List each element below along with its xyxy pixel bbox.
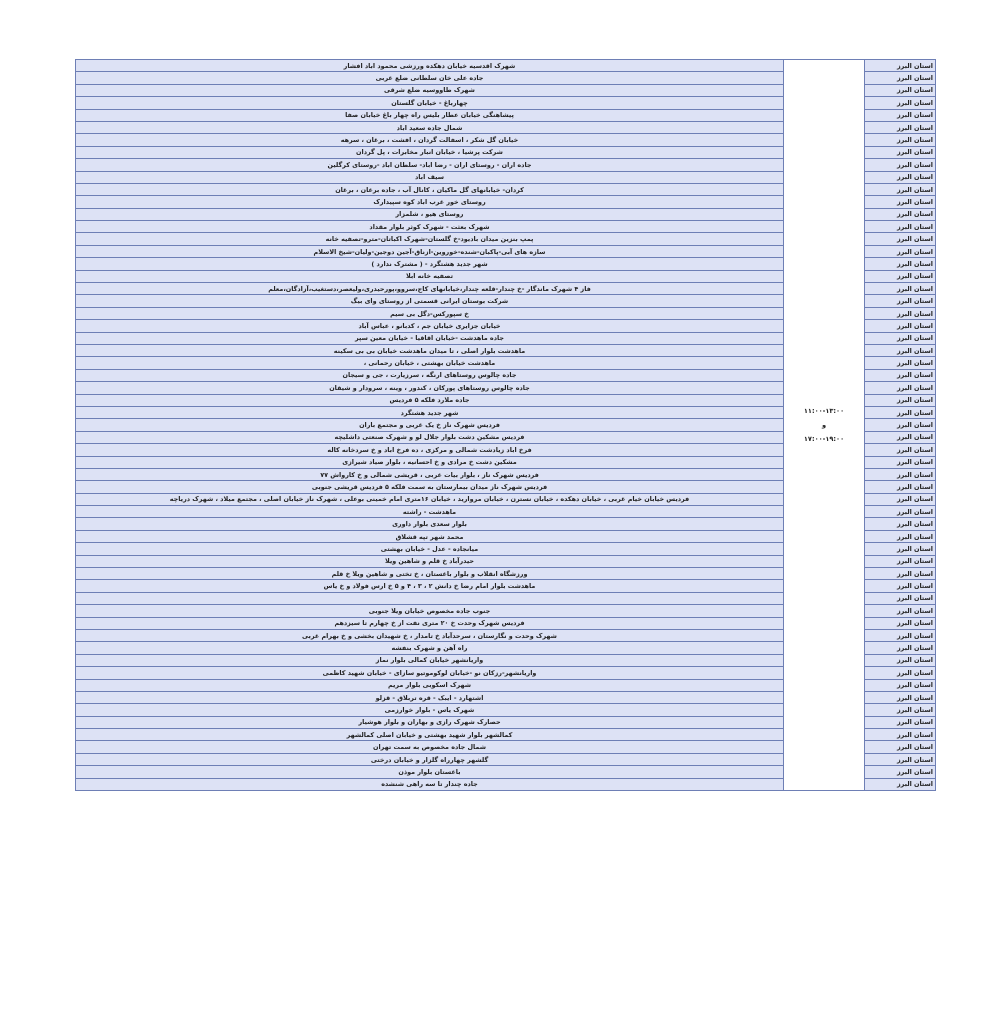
province-cell: استان البرز [865, 159, 936, 171]
address-cell: تصفیه خانه ابلا [76, 270, 784, 282]
address-cell: ماهدشت بلوار امام رضا خ دانش ۲ ، ۳ ، ۴ و ۵ خ ارس فولاد و خ یاس [76, 580, 784, 592]
address-cell: شمال جاده سعید اباد [76, 121, 784, 133]
province-cell: استان البرز [865, 320, 936, 332]
outage-schedule-table [75, 59, 936, 791]
province-cell: استان البرز [865, 444, 936, 456]
address-cell: شرکت پرشیا ، خیابان انبار مخابرات ، پل گردان [76, 146, 784, 158]
province-cell: استان البرز [865, 667, 936, 679]
address-cell: پیشاهنگی خیابان عطار بلیس راه چهار باغ خیابان صفا [76, 109, 784, 121]
province-cell: استان البرز [865, 183, 936, 195]
address-cell: پمپ بنزین میدان بادیود-خ گلستان-شهرک اکباتان-مترو-تصفیه خانه [76, 233, 784, 245]
address-cell: روستای هیو ، شلمزار [76, 208, 784, 220]
address-cell: کردان- خیابانهای گل ماکیان ، کانال آب ، جاده برغان ، برغان [76, 183, 784, 195]
address-cell: جاده ماهدشت -خیابان اقاقیا - خیابان معین سپر [76, 332, 784, 344]
province-cell: استان البرز [865, 208, 936, 220]
province-cell: استان البرز [865, 270, 936, 282]
province-cell: استان البرز [865, 431, 936, 443]
address-cell: شهر جدید هشتگرد - ( مشترک ندارد ) [76, 258, 784, 270]
province-cell: استان البرز [865, 778, 936, 790]
address-cell: راه آهن و شهرک بنفشه [76, 642, 784, 654]
address-cell: سیف اباد [76, 171, 784, 183]
address-cell: چهارباغ - خیابان گلستان [76, 97, 784, 109]
address-cell: شهرک اسکوبی بلوار مریم [76, 679, 784, 691]
province-cell: استان البرز [865, 332, 936, 344]
province-cell: استان البرز [865, 344, 936, 356]
province-cell: استان البرز [865, 146, 936, 158]
address-cell: جنوب جاده مخصوص خیابان ویلا جنوبی [76, 605, 784, 617]
province-cell: استان البرز [865, 580, 936, 592]
time-joiner: و [821, 421, 827, 430]
province-cell: استان البرز [865, 493, 936, 505]
province-cell: استان البرز [865, 60, 936, 72]
address-cell [76, 592, 784, 604]
province-cell: استان البرز [865, 233, 936, 245]
province-cell: استان البرز [865, 295, 936, 307]
province-cell: استان البرز [865, 506, 936, 518]
province-cell: استان البرز [865, 555, 936, 567]
time-range-2: ۱۷:۰۰-۱۹:۰۰ [803, 435, 845, 444]
address-cell: باغستان بلوار موذن [76, 766, 784, 778]
province-cell: استان البرز [865, 307, 936, 319]
address-cell: ماهدشت - راشته [76, 506, 784, 518]
province-cell: استان البرز [865, 592, 936, 604]
province-cell: استان البرز [865, 568, 936, 580]
address-cell: حیدرآباد خ قلم و شاهین ویلا [76, 555, 784, 567]
address-cell: جاده چندار تا سه راهی شنشده [76, 778, 784, 790]
province-cell: استان البرز [865, 629, 936, 641]
address-cell: سازه های آبی-پاکبان-شنده-خوروین-ازناق-آجین دوجین-ولیان-شیخ الاسلام [76, 245, 784, 257]
province-cell: استان البرز [865, 716, 936, 728]
address-cell: فردیس شهرک ناز ، بلوار بیات غربی ، قریشی شمالی و خ کارواش ۷۷ [76, 468, 784, 480]
address-cell: فردیس مشکین دشت بلوار جلال لو و شهرک صنعتی داشلیچه [76, 431, 784, 443]
address-cell: شهرک طاووسیه ضلع شرقی [76, 84, 784, 96]
province-cell: استان البرز [865, 357, 936, 369]
province-cell: استان البرز [865, 258, 936, 270]
time-range-1: ۱۱:۰۰-۱۳:۰۰ [803, 407, 845, 416]
province-cell: استان البرز [865, 679, 936, 691]
province-cell: استان البرز [865, 518, 936, 530]
province-cell: استان البرز [865, 369, 936, 381]
address-cell: واریانشهر خیابان کمالی بلوار نماز [76, 654, 784, 666]
province-cell: استان البرز [865, 654, 936, 666]
address-cell: فاز ۴ شهرک ماندگار -خ چندار-قلعه چندار،خیابانهای کاج،سروو،پورحیدری،ولیعصر،دستغیب،آزادگان،معلم [76, 283, 784, 295]
province-cell: استان البرز [865, 766, 936, 778]
address-cell: شمال جاده مخصوص به سمت تهران [76, 741, 784, 753]
address-cell: جاده اران - روستای اران - رضا اباد- سلطان اباد -روستای کرگلین [76, 159, 784, 171]
province-cell: استان البرز [865, 109, 936, 121]
address-cell: فردیس شهرک ناز میدان بیمارستان به سمت فلکه ۵ فردیس قریشی جنوبی [76, 481, 784, 493]
province-cell: استان البرز [865, 97, 936, 109]
address-cell: اشتهارد - ایبک - قره تربلاق - قزلو [76, 691, 784, 703]
address-cell: کمالشهر بلوار شهید بهشتی و خیابان اصلی کمالشهر [76, 729, 784, 741]
address-cell: ماهدشت خیابان بهشتی ، خیابان رحمانی ، [76, 357, 784, 369]
address-cell: واریانشهر-رزکان نو -خیابان لوکوموتیو سازای - خیابان شهید کاظمی [76, 667, 784, 679]
province-cell: استان البرز [865, 394, 936, 406]
outage-time-cell [784, 60, 865, 791]
address-cell: حصارک شهرک رازی و بهاران و بلوار هوشیار [76, 716, 784, 728]
address-cell: میانجاده - عدل - خیابان بهشتی [76, 543, 784, 555]
province-cell: استان البرز [865, 605, 936, 617]
address-cell: فردیس شهرک ناز خ یک غربی و مجتمع باران [76, 419, 784, 431]
address-cell: فرخ اباد زیادشت شمالی و مرکزی ، ده فرخ اباد و خ سردخانه کاله [76, 444, 784, 456]
address-cell: فردیس شهرک وحدت خ ۲۰ متری نفت از خ چهارم تا سیزدهم [76, 617, 784, 629]
province-cell: استان البرز [865, 221, 936, 233]
province-cell: استان البرز [865, 134, 936, 146]
province-cell: استان البرز [865, 171, 936, 183]
province-cell: استان البرز [865, 543, 936, 555]
address-cell: شهر جدید هشتگرد [76, 406, 784, 418]
address-cell: ماهدشت بلوار اصلی ، تا میدان ماهدشت خیابان بی بی سکینه [76, 344, 784, 356]
province-cell: استان البرز [865, 704, 936, 716]
province-cell: استان البرز [865, 642, 936, 654]
address-cell: جاده ملارد فلکه ۵ فردیس [76, 394, 784, 406]
province-cell: استان البرز [865, 741, 936, 753]
address-cell: روستای خور غرب اباد کوه سپیدارک [76, 196, 784, 208]
province-cell: استان البرز [865, 283, 936, 295]
table-body [76, 60, 936, 791]
province-cell: استان البرز [865, 456, 936, 468]
table-row [76, 60, 936, 72]
address-cell: خیابان جزایری خیابان جم ، کدبانو ، عباس آباد [76, 320, 784, 332]
province-cell: استان البرز [865, 481, 936, 493]
address-cell: مشکین دشت خ مرادی و خ احسانیه ، بلوار صیاد شیرازی [76, 456, 784, 468]
address-cell: شهرک یاس - بلوار خوارزمی [76, 704, 784, 716]
address-cell: محمد شهر تپه قشلاق [76, 530, 784, 542]
address-cell: شهرک وحدت و نگارستان ، سرحدآباد خ تامدار ، خ شهیدان بخشی و خ بهرام غربی [76, 629, 784, 641]
province-cell: استان البرز [865, 753, 936, 765]
address-cell: خ سپورکس-دگل بی سیم [76, 307, 784, 319]
address-cell: گلشهر چهارراه گلزار و خیابان درختی [76, 753, 784, 765]
province-cell: استان البرز [865, 468, 936, 480]
address-cell: جاده چالوس روستاهای ارنگه ، سرزیارت ، جی و سیجان [76, 369, 784, 381]
address-cell: جاده علی خان سلطانی ضلع غربی [76, 72, 784, 84]
province-cell: استان البرز [865, 382, 936, 394]
address-cell: بلوار سعدی بلوار داوری [76, 518, 784, 530]
province-cell: استان البرز [865, 406, 936, 418]
address-cell: شرکت بوستان ایرانی قسمتی از روستای وای بیگ [76, 295, 784, 307]
address-cell: شهرک بعثت - شهرک کوثر بلوار مقداد [76, 221, 784, 233]
address-cell: شهرک اقدسیه خیابان دهکده ورزشی محمود اباد افشار [76, 60, 784, 72]
time-ranges [786, 404, 862, 446]
address-cell: ورزشگاه انقلاب و بلوار باغستان ، خ تختی و شاهین ویلا خ قلم [76, 568, 784, 580]
province-cell: استان البرز [865, 419, 936, 431]
province-cell: استان البرز [865, 691, 936, 703]
address-cell: جاده چالوس روستاهای پورکان ، کندور ، وینه ، سرودار و شیقان [76, 382, 784, 394]
province-cell: استان البرز [865, 84, 936, 96]
province-cell: استان البرز [865, 617, 936, 629]
province-cell: استان البرز [865, 196, 936, 208]
province-cell: استان البرز [865, 121, 936, 133]
province-cell: استان البرز [865, 245, 936, 257]
address-cell: خیابان گل شکر ، اسفالت گردان ، افشت ، برغان ، سرهه [76, 134, 784, 146]
province-cell: استان البرز [865, 530, 936, 542]
province-cell: استان البرز [865, 729, 936, 741]
province-cell: استان البرز [865, 72, 936, 84]
address-cell: فردیس خیابان خیام غربی ، خیابان دهکده ، خیابان نسترن ، خیابان مروارید ، خیابان ۱۶متری امام خمینی بوعلی ، شهرک ناز خیابان اصلی ، مجتمع میلاد ، شهرک دریاچه [76, 493, 784, 505]
